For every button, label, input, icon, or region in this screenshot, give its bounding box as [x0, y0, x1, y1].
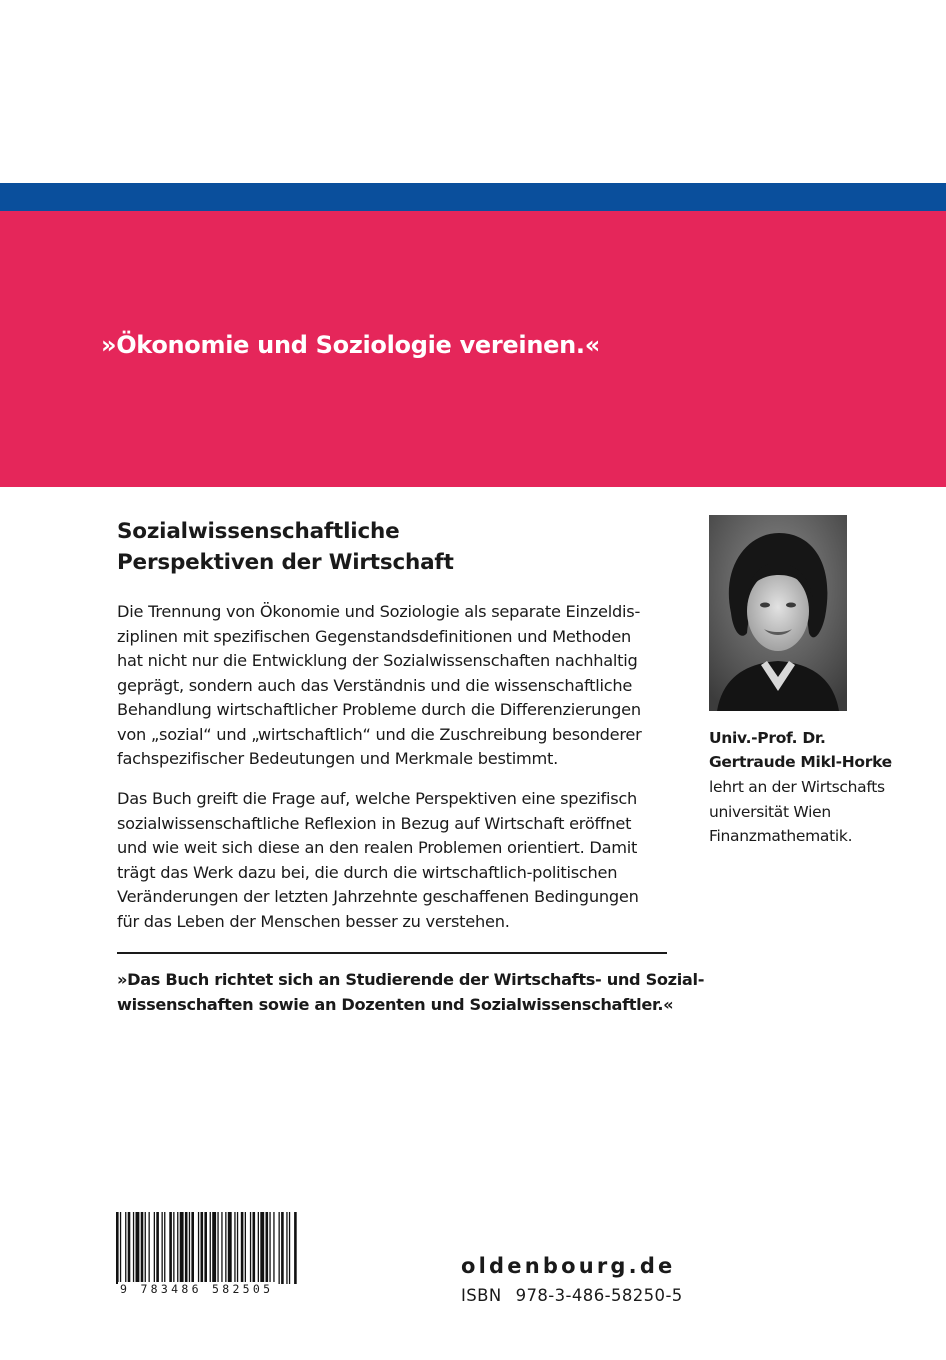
author-portrait-image — [709, 515, 847, 711]
title-line: Perspektiven der Wirtschaft — [117, 550, 454, 575]
barcode-bar — [162, 1212, 163, 1284]
text-line: »Das Buch richtet sich an Studierende der Wirtschafts- und Sozial- — [117, 970, 705, 989]
book-title — [117, 516, 454, 578]
blue-band — [0, 183, 946, 211]
barcode-bar — [294, 1212, 297, 1284]
barcode-bar — [289, 1212, 290, 1284]
description-paragraph-1 — [117, 600, 677, 772]
text-line: geprägt, sondern auch das Verständnis und die wissenschaftliche — [117, 675, 633, 695]
author-name — [709, 726, 892, 774]
barcode-bar — [273, 1212, 274, 1284]
author-bio — [709, 775, 885, 849]
audience-statement — [117, 967, 704, 1017]
isbn — [461, 1286, 683, 1305]
barcode-bar — [217, 1212, 218, 1284]
barcode-bar — [266, 1212, 269, 1284]
barcode-bar — [191, 1212, 194, 1284]
barcode-bar — [180, 1212, 184, 1284]
isbn-number: 978-3-486-58250-5 — [515, 1286, 683, 1305]
barcode-bar — [281, 1212, 284, 1284]
title-line: Sozialwissenschaftliche — [117, 519, 400, 544]
barcode-bar — [279, 1212, 280, 1284]
barcode-bar — [185, 1212, 188, 1284]
author-portrait — [709, 515, 847, 711]
barcode-bar — [212, 1212, 216, 1284]
barcode-bar — [221, 1212, 222, 1284]
barcode-bar — [128, 1212, 131, 1284]
text-line: für das Leben der Menschen besser zu verstehen. — [117, 911, 510, 931]
barcode-bar — [173, 1212, 174, 1284]
barcode-bar — [210, 1212, 211, 1284]
barcode-bar — [149, 1212, 150, 1284]
barcode-bar — [156, 1212, 159, 1284]
text-line: ziplinen mit spezifischen Gegenstandsdefinitionen und Methoden — [117, 626, 632, 646]
text-line: Das Buch greift die Frage auf, welche Perspektiven eine spezifisch — [117, 789, 638, 808]
barcode-bar — [189, 1212, 190, 1284]
barcode-bar — [116, 1212, 119, 1284]
barcode-bar — [237, 1212, 238, 1284]
barcode-bar — [250, 1212, 251, 1284]
barcode-bar — [198, 1212, 199, 1284]
text-line: Finanzmathematik. — [709, 827, 853, 845]
barcode-bar — [164, 1212, 165, 1284]
text-line: Gertraude Mikl-Horke — [709, 753, 892, 771]
tagline: »Ökonomie und Soziologie vereinen.« — [101, 331, 600, 359]
text-line: trägt das Werk dazu bei, die durch die wirtschaftlich-politischen — [117, 862, 618, 882]
text-line: Veränderungen der letzten Jahrzehnte geschaffenen Bedingungen — [117, 887, 639, 906]
barcode-bar — [125, 1212, 126, 1284]
barcode-bar — [245, 1212, 246, 1284]
divider-rule — [117, 952, 667, 954]
barcode-bar — [145, 1212, 146, 1284]
text-line: von „sozial“ und „wirtschaftlich“ und die Zuschreibung besonderer — [117, 724, 642, 744]
barcode-bar — [258, 1212, 259, 1284]
text-line: sozialwissenschaftliche Reflexion in Bezug auf Wirtschaft eröffnet — [117, 813, 632, 833]
description-paragraph-2 — [117, 787, 677, 934]
text-line: lehrt an der Wirtschafts — [709, 778, 885, 796]
barcode-bar — [169, 1212, 172, 1284]
barcode-bar — [141, 1212, 144, 1284]
text-line: hat nicht nur die Entwicklung der Sozialwissenschaften nachhaltig — [117, 651, 638, 670]
barcode-bar — [228, 1212, 232, 1284]
text-line: und wie weit sich diese an den realen Problemen orientiert. Damit — [117, 838, 638, 857]
barcode-bar — [225, 1212, 226, 1284]
barcode-bar — [269, 1212, 270, 1284]
text-line: Die Trennung von Ökonomie und Soziologie als separate Einzeldis- — [117, 602, 641, 621]
barcode-bar — [136, 1212, 140, 1284]
barcode-bar — [204, 1212, 207, 1284]
barcode-bar — [260, 1212, 264, 1284]
barcode-bar — [177, 1212, 178, 1284]
text-line: fachspezifischer Bedeutungen und Merkmale bestimmt. — [117, 749, 559, 768]
barcode-bar — [286, 1212, 287, 1284]
barcode-digits: 9 783486 582505 — [120, 1282, 274, 1296]
barcode-bar — [154, 1212, 155, 1284]
barcode-bar — [241, 1212, 244, 1284]
text-line: wissenschaften sowie an Dozenten und Sozialwissenschaftler.« — [117, 995, 674, 1014]
barcode-bar — [133, 1212, 134, 1284]
barcode-bar — [201, 1212, 204, 1284]
publisher-url: oldenbourg.de — [461, 1254, 676, 1278]
text-line: universität Wien — [709, 802, 831, 821]
text-line: Univ.-Prof. Dr. — [709, 729, 826, 747]
barcode-bar — [253, 1212, 256, 1284]
barcode-bar — [234, 1212, 235, 1284]
isbn-label: ISBN — [461, 1286, 502, 1305]
text-line: Behandlung wirtschaftlicher Probleme durch die Differenzierungen — [117, 700, 641, 719]
barcode-bar — [120, 1212, 121, 1284]
